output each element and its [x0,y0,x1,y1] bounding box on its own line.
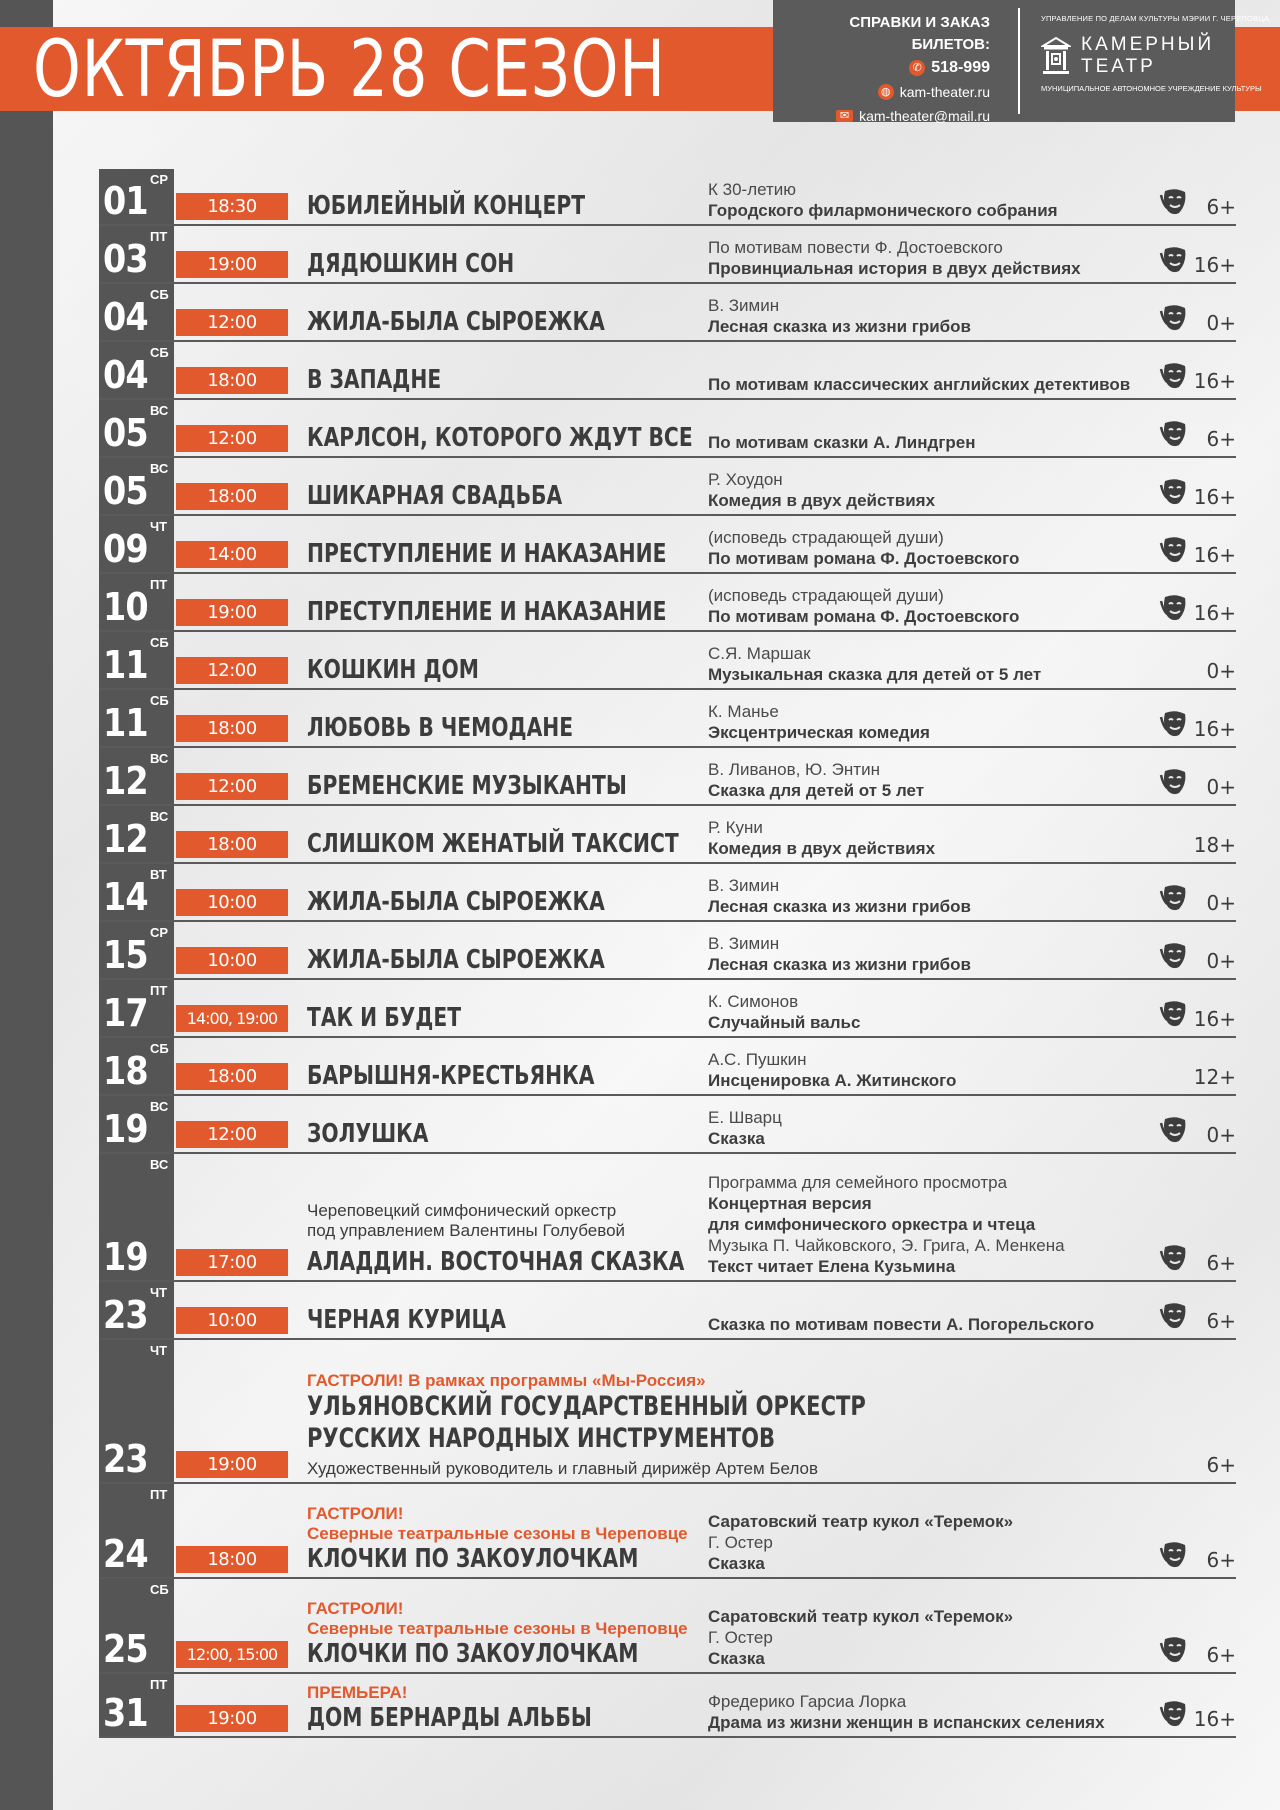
theater-logo [1041,34,1231,78]
theater-mask-icon [1159,1300,1191,1332]
website-link: kam-theater.ru [899,84,990,100]
day-of-week: ПТ [150,1487,168,1502]
age-rating: 16+ [1193,601,1236,625]
day-number: 04 [103,353,148,397]
theater-mask-icon [1159,766,1191,798]
schedule-row [99,1154,1236,1282]
theater-mask-icon [1159,1698,1191,1730]
page-title: ОКТЯБРЬ 28 СЕЗОН [33,25,666,115]
day-of-week: ВС [150,461,169,476]
description-line: Саратовский театр кукол «Теремок» [708,1512,1014,1531]
day-number: 23 [103,1293,148,1337]
website-line[interactable] [773,80,990,104]
description-line: Городского филармонического собрания [708,201,1058,220]
description-line: В. Зимин [708,876,780,895]
day-of-week: ВС [150,751,169,766]
description-line: По мотивам классических английских детективов [708,375,1131,394]
phone-number: 518-999 [931,59,990,76]
time-badge: 10:00 [176,889,288,916]
day-of-week: ВС [150,809,169,824]
phone-line[interactable] [773,56,990,80]
conductor-line: Череповецкий симфонический оркестр [307,1201,617,1220]
theater-mask-icon [1159,476,1191,508]
time-badge: 12:00 [176,425,288,452]
day-number: 19 [103,1107,148,1151]
day-number: 23 [103,1437,148,1481]
schedule-row [99,1579,1236,1674]
day-of-week: ПТ [150,983,168,998]
day-number: 05 [103,469,148,513]
schedule-row [99,1340,1236,1484]
theater-mask-icon [1159,360,1191,392]
day-of-week: ЧТ [150,1343,168,1358]
description-line: Случайный вальс [708,1013,861,1032]
description-line: Драма из жизни женщин в испанских селениях [708,1713,1105,1732]
description-line: (исповедь страдающей души) [708,528,944,547]
description-line: Лесная сказка из жизни грибов [708,897,972,916]
day-number: 14 [103,875,148,919]
day-number: 25 [103,1627,148,1671]
day-of-week: СБ [150,345,169,360]
day-box [99,806,174,862]
schedule-row [99,980,1236,1038]
description-block [708,469,1178,511]
schedule-row [99,806,1236,864]
event-title[interactable]: ЗОЛУШКА [307,1119,429,1149]
theater-building-icon [1041,36,1071,76]
time-badge: 12:00 [176,309,288,336]
time-badge: 10:00 [176,947,288,974]
theater-mask-icon [1159,1242,1191,1274]
day-number: 17 [103,991,148,1035]
day-of-week: ПТ [150,229,168,244]
description-block [708,759,1178,801]
day-number: 01 [103,179,148,223]
description-line: Г. Остер [708,1533,773,1552]
day-box [99,980,174,1036]
time-badge: 18:00 [176,1063,288,1090]
description-line: Концертная версия [708,1194,872,1213]
day-of-week: ПТ [150,577,168,592]
description-block [708,1606,1178,1669]
schedule-row [99,1096,1236,1154]
description-line: А.С. Пушкин [708,1050,807,1069]
contacts-heading: СПРАВКИ И ЗАКАЗ БИЛЕТОВ: [849,14,990,53]
email-link: kam-theater@mail.ru [859,108,990,124]
schedule-row [99,690,1236,748]
day-of-week: СБ [150,1041,169,1056]
day-box [99,342,174,398]
time-badge: 12:00 [176,657,288,684]
description-line: Эксцентрическая комедия [708,723,930,742]
day-box [99,574,174,630]
description-line: Сказка для детей от 5 лет [708,781,925,800]
description-block [708,527,1178,569]
day-number: 12 [103,817,148,861]
time-badge: 19:00 [176,1451,288,1478]
event-title[interactable]: БАРЫШНЯ-КРЕСТЬЯНКА [307,1061,595,1091]
day-box [99,400,174,456]
description-line: Саратовский театр кукол «Теремок» [708,1607,1014,1626]
age-rating: 6+ [1206,1453,1236,1477]
description-line: К 30-летию [708,180,797,199]
description-block [708,295,1178,337]
schedule-row [99,342,1236,400]
time-badge: 17:00 [176,1249,288,1276]
day-number: 18 [103,1049,148,1093]
age-rating: 6+ [1206,427,1236,451]
event-title[interactable]: КАРЛСОН, КОТОРОГО ЖДУТ ВСЕ [307,423,693,453]
age-rating: 0+ [1206,1123,1236,1147]
event-title[interactable]: ЧЕРНАЯ КУРИЦА [307,1305,507,1335]
day-box [99,226,174,282]
day-box [99,516,174,572]
age-rating: 0+ [1206,949,1236,973]
description-block [708,585,1178,627]
age-rating: 16+ [1193,717,1236,741]
schedule-list [99,169,1236,1738]
time-badge: 12:00 [176,1121,288,1148]
day-of-week: СБ [150,287,169,302]
age-rating: 16+ [1193,1007,1236,1031]
time-badge: 10:00 [176,1307,288,1334]
day-box [99,632,174,688]
day-number: 31 [103,1691,148,1735]
age-rating: 0+ [1206,659,1236,683]
description-block [708,817,1178,859]
event-title[interactable]: БРЕМЕНСКИЕ МУЗЫКАНТЫ [307,771,627,801]
day-of-week: ВС [150,1157,169,1172]
description-line: Фредерико Гарсиа Лорка [708,1692,907,1711]
description-line: По мотивам повести Ф. Достоевского [708,238,1003,257]
day-box [99,284,174,340]
day-box [99,1340,174,1482]
description-line: Инсценировка А. Житинского [708,1071,957,1090]
tour-label: ГАСТРОЛИ! [307,1599,404,1618]
event-title[interactable]: ЖИЛА-БЫЛА СЫРОЕЖКА [307,945,605,975]
tour-label: ГАСТРОЛИ! [307,1504,404,1523]
description-line: В. Ливанов, Ю. Энтин [708,760,880,779]
organization-block [1041,14,1270,94]
description-line: С.Я. Маршак [708,644,811,663]
event-title[interactable]: АЛАДДИН. ВОСТОЧНАЯ СКАЗКА [307,1247,685,1277]
tour-label: ГАСТРОЛИ! В рамках программы «Мы-Россия» [307,1371,706,1390]
schedule-row [99,1484,1236,1579]
phone-icon: ✆ [909,60,925,76]
org-top-text: УПРАВЛЕНИЕ ПО ДЕЛАМ КУЛЬТУРЫ МЭРИИ Г. ЧЕРЕПОВЦА [1041,14,1270,23]
day-box [99,1282,174,1338]
description-line: для симфонического оркестра и чтеца [708,1215,1036,1234]
mail-icon: ✉ [836,110,853,122]
age-rating: 12+ [1193,1065,1236,1089]
theater-mask-icon [1159,1539,1191,1571]
description-line: В. Зимин [708,296,780,315]
day-number: 03 [103,237,148,281]
schedule-row [99,1674,1236,1738]
description-line: Провинциальная история в двух действиях [708,259,1081,278]
day-of-week: СБ [150,1582,169,1597]
age-rating: 6+ [1206,195,1236,219]
theater-mask-icon [1159,1634,1191,1666]
event-title[interactable]: ШИКАРНАЯ СВАДЬБА [307,481,563,511]
day-of-week: СБ [150,693,169,708]
age-rating: 16+ [1193,485,1236,509]
description-line: Г. Остер [708,1628,773,1647]
event-title[interactable]: КЛОЧКИ ПО ЗАКОУЛОЧКАМ [307,1544,639,1574]
time-badge: 12:00, 15:00 [176,1641,288,1668]
day-number: 19 [103,1235,148,1279]
org-bottom-text: МУНИЦИПАЛЬНОЕ АВТОНОМНОЕ УЧРЕЖДЕНИЕ КУЛЬТУРЫ [1041,84,1262,93]
description-line: Комедия в двух действиях [708,839,936,858]
description-block [708,237,1178,279]
globe-icon: ◍ [878,84,894,100]
day-box [99,169,174,224]
description-line: По мотивам романа Ф. Достоевского [708,549,1020,568]
event-title[interactable]: ЖИЛА-БЫЛА СЫРОЕЖКА [307,887,605,917]
time-badge: 18:30 [176,193,288,220]
time-badge: 19:00 [176,599,288,626]
theater-mask-icon [1159,244,1191,276]
description-block [708,1314,1178,1335]
age-rating: 0+ [1206,775,1236,799]
event-title[interactable]: УЛЬЯНОВСКИЙ ГОСУДАРСТВЕННЫЙ ОРКЕСТР [307,1391,866,1422]
day-box [99,922,174,978]
theater-mask-icon [1159,186,1191,218]
schedule-row [99,864,1236,922]
day-of-week: СБ [150,635,169,650]
theater-mask-icon [1159,998,1191,1030]
time-badge: 18:00 [176,367,288,394]
day-box [99,1096,174,1152]
description-block [708,1691,1178,1733]
age-rating: 16+ [1193,369,1236,393]
age-rating: 16+ [1193,253,1236,277]
description-line: Р. Куни [708,818,763,837]
age-rating: 6+ [1206,1309,1236,1333]
age-rating: 18+ [1193,833,1236,857]
event-title[interactable]: РУССКИХ НАРОДНЫХ ИНСТРУМЕНТОВ [307,1423,776,1454]
email-line[interactable] [773,104,990,128]
info-box [773,0,1270,124]
event-title[interactable]: ЮБИЛЕЙНЫЙ КОНЦЕРТ [307,191,586,221]
age-rating: 16+ [1193,1707,1236,1731]
event-title[interactable]: ДОМ БЕРНАРДЫ АЛЬБЫ [307,1703,592,1733]
day-box [99,748,174,804]
theater-mask-icon [1159,418,1191,450]
title-block [307,1371,867,1479]
theater-mask-icon [1159,882,1191,914]
description-block [708,432,1178,453]
schedule-row [99,226,1236,284]
description-line: Комедия в двух действиях [708,491,936,510]
day-of-week: ВТ [150,867,167,882]
day-number: 15 [103,933,148,977]
left-sidebar-strip [0,0,53,1810]
description-line: По мотивам сказки А. Линдгрен [708,433,976,452]
description-line: Сказка [708,1554,765,1573]
schedule-row [99,922,1236,980]
schedule-row [99,400,1236,458]
description-block [708,1511,1178,1574]
theater-mask-icon [1159,534,1191,566]
conductor-line: под управлением Валентины Голубевой [307,1221,626,1240]
schedule-row [99,632,1236,690]
description-line: К. Манье [708,702,779,721]
description-line: Программа для семейного просмотра [708,1173,1008,1192]
logo-line-1: КАМЕРНЫЙ [1081,34,1215,55]
description-block [708,933,1178,975]
event-title[interactable]: ДЯДЮШКИН СОН [307,249,515,279]
day-box [99,690,174,746]
description-line: Сказка [708,1129,765,1148]
tour-label: Северные театральные сезоны в Череповце [307,1524,688,1543]
theater-mask-icon [1159,940,1191,972]
logo-line-2: ТЕАТР [1081,56,1156,77]
day-box [99,1484,174,1577]
description-block [708,1107,1178,1149]
day-box [99,864,174,920]
day-number: 05 [103,411,148,455]
schedule-row [99,1038,1236,1096]
time-badge: 14:00 [176,541,288,568]
day-number: 11 [103,643,148,687]
theater-mask-icon [1159,592,1191,624]
day-number: 24 [103,1532,148,1576]
age-rating: 0+ [1206,891,1236,915]
description-line: Р. Хоудон [708,470,783,489]
theater-mask-icon [1159,1114,1191,1146]
description-line: Лесная сказка из жизни грибов [708,317,972,336]
schedule-row [99,516,1236,574]
event-title[interactable]: ПРЕСТУПЛЕНИЕ И НАКАЗАНИЕ [307,539,667,569]
schedule-row [99,748,1236,806]
description-line: Лесная сказка из жизни грибов [708,955,972,974]
description-line: (исповедь страдающей души) [708,586,944,605]
time-badge: 18:00 [176,715,288,742]
description-block [708,875,1178,917]
schedule-row [99,574,1236,632]
contacts-block [773,12,990,128]
day-number: 11 [103,701,148,745]
time-badge: 12:00 [176,773,288,800]
time-badge: 14:00, 19:00 [176,1005,288,1032]
event-title[interactable]: СЛИШКОМ ЖЕНАТЫЙ ТАКСИСТ [307,829,679,859]
schedule-row [99,169,1236,226]
description-block [708,643,1178,685]
day-of-week: ЧТ [150,1285,168,1300]
day-box [99,1674,174,1736]
age-rating: 0+ [1206,311,1236,335]
day-box [99,1154,174,1280]
description-block [708,179,1178,221]
tour-label: ПРЕМЬЕРА! [307,1683,408,1702]
time-badge: 18:00 [176,1546,288,1573]
day-of-week: ВС [150,1099,169,1114]
day-box [99,1038,174,1094]
day-of-week: СР [150,172,169,187]
event-title[interactable]: ЖИЛА-БЫЛА СЫРОЕЖКА [307,307,605,337]
schedule-row [99,1282,1236,1340]
age-rating: 6+ [1206,1251,1236,1275]
day-number: 12 [103,759,148,803]
schedule-row [99,458,1236,516]
event-subtitle: Художественный руководитель и главный дирижёр Артем Белов [307,1459,819,1478]
age-rating: 6+ [1206,1548,1236,1572]
day-of-week: ВС [150,403,169,418]
description-line: Текст читает Елена Кузьмина [708,1257,956,1276]
time-badge: 18:00 [176,483,288,510]
event-title[interactable]: КЛОЧКИ ПО ЗАКОУЛОЧКАМ [307,1639,639,1669]
event-title[interactable]: ТАК И БУДЕТ [307,1003,462,1033]
age-rating: 16+ [1193,543,1236,567]
description-line: Сказка по мотивам повести А. Погорельского [708,1315,1095,1334]
description-line: По мотивам романа Ф. Достоевского [708,607,1020,626]
event-title[interactable]: ЛЮБОВЬ В ЧЕМОДАНЕ [307,713,574,743]
theater-mask-icon [1159,302,1191,334]
day-of-week: СР [150,925,169,940]
description-line: К. Симонов [708,992,799,1011]
day-of-week: ЧТ [150,519,168,534]
day-number: 09 [103,527,148,571]
description-block [708,374,1178,395]
description-line: В. Зимин [708,934,780,953]
day-box [99,1579,174,1672]
time-badge: 18:00 [176,831,288,858]
day-of-week: ПТ [150,1677,168,1692]
age-rating: 6+ [1206,1643,1236,1667]
event-title[interactable]: В ЗАПАДНЕ [307,365,442,395]
time-badge: 19:00 [176,1705,288,1732]
description-block [708,991,1178,1033]
day-number: 10 [103,585,148,629]
description-block [708,701,1178,743]
event-title[interactable]: ПРЕСТУПЛЕНИЕ И НАКАЗАНИЕ [307,597,667,627]
schedule-row [99,284,1236,342]
tour-label: Северные театральные сезоны в Череповце [307,1619,688,1638]
description-block [708,1172,1178,1277]
theater-mask-icon [1159,708,1191,740]
day-number: 04 [103,295,148,339]
time-badge: 19:00 [176,251,288,278]
description-line: Сказка [708,1649,765,1668]
info-divider [1018,8,1020,114]
description-line: Музыкальная сказка для детей от 5 лет [708,665,1042,684]
description-line: Музыка П. Чайковского, Э. Грига, А. Менкена [708,1236,1065,1255]
event-title[interactable]: КОШКИН ДОМ [307,655,479,685]
description-line: Е. Шварц [708,1108,782,1127]
day-box [99,458,174,514]
description-block [708,1049,1178,1091]
